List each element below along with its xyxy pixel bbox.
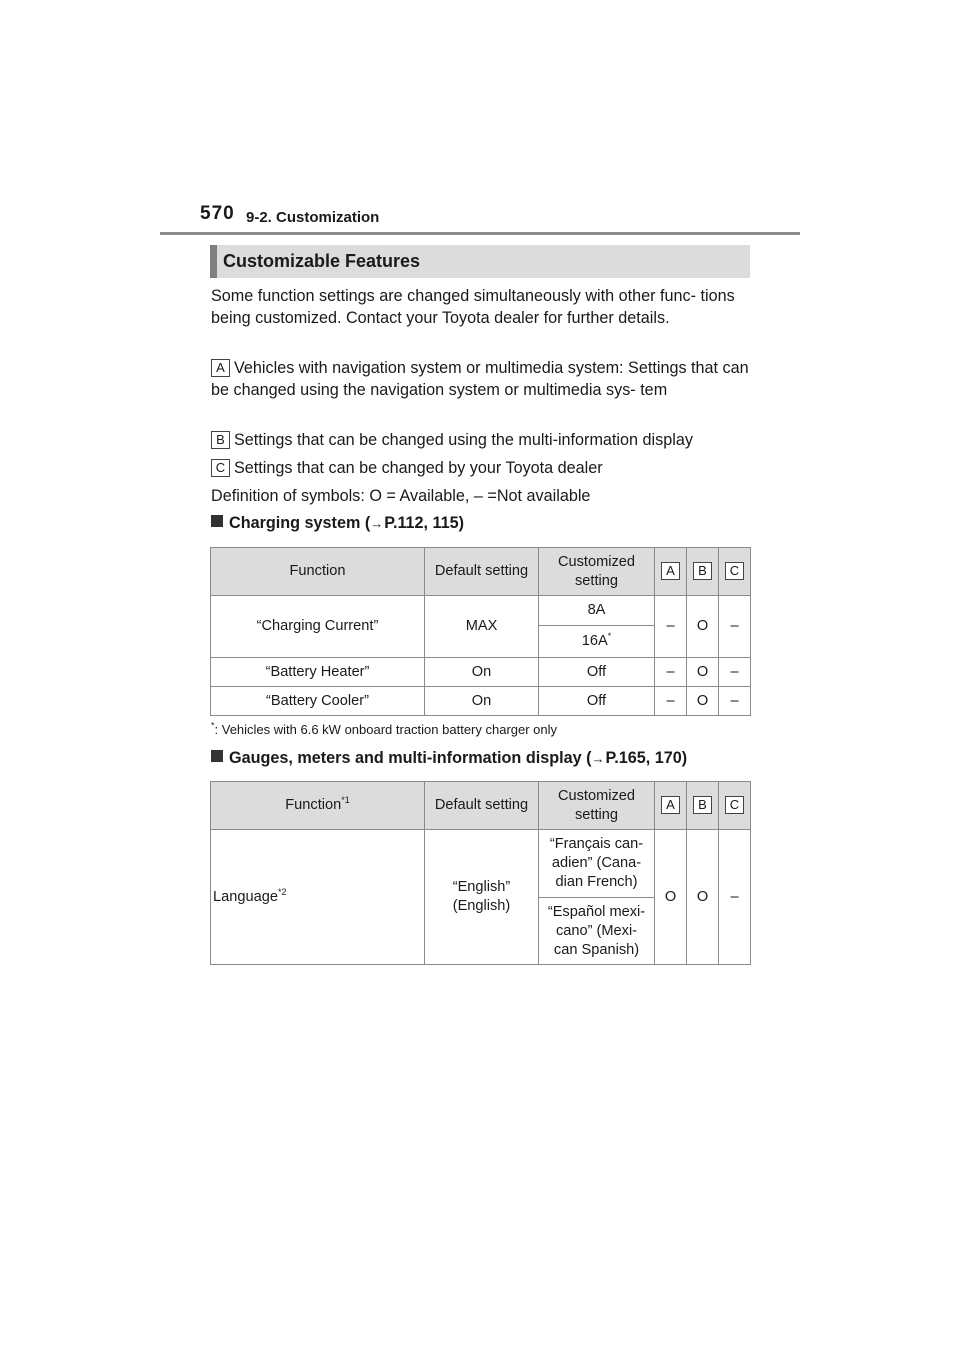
features-banner: Customizable Features (210, 245, 750, 278)
footnote-marker: * (607, 631, 612, 642)
header-default: Default setting (425, 548, 539, 596)
page-number: 570 (200, 203, 235, 224)
cell-function: “Charging Current” (211, 596, 425, 658)
header-function: Function$^{*1}$ (211, 782, 425, 830)
cell-function: “Battery Heater” (211, 658, 425, 687)
square-bullet-icon (211, 750, 223, 762)
cell-b: O (687, 687, 719, 716)
table-row (211, 596, 751, 626)
cell-b: O (687, 658, 719, 687)
table-row (211, 658, 751, 687)
cell-option: “Español mexi- cano” (Mexi- can Spanish) (539, 898, 655, 965)
cell-a: O (655, 830, 687, 965)
header-customized: Customized setting (539, 548, 655, 596)
cell-c: – (719, 658, 751, 687)
gauges-heading-ref: P.165, 170) (605, 749, 688, 767)
legend-text-a: Vehicles with navigation system or multimedia system: Settings that can be changed using the navigation system or multimedia sys- tem (211, 359, 749, 399)
cell-c: – (719, 596, 751, 658)
symbol-definition: Definition of symbols: O = Available, – =Not available (211, 487, 591, 505)
cell-default: On (425, 658, 539, 687)
table-header-row (211, 548, 751, 596)
header-function: Function (211, 548, 425, 596)
badge-a: A (211, 359, 230, 377)
header-default: Default setting (425, 782, 539, 830)
gauges-heading (211, 749, 687, 768)
badge-c: C (211, 459, 230, 477)
cell-option: 8A (539, 596, 655, 626)
charging-heading-text: Charging system ( (229, 514, 371, 532)
arrow-right-icon: → (591, 751, 605, 766)
cell-customized: Off (539, 658, 655, 687)
badge-b: B (211, 431, 230, 449)
cell-function: “Battery Cooler” (211, 687, 425, 716)
gauges-heading-text: Gauges, meters and multi-information display ( (229, 749, 592, 767)
header-c: C (719, 548, 751, 596)
section-title: 9-2. Customization (246, 209, 380, 226)
legend-item-a (211, 357, 756, 401)
header-b: B (687, 782, 719, 830)
table-row (211, 830, 751, 898)
legend-item-b (211, 429, 756, 451)
charging-system-table (210, 547, 751, 716)
cell-option: “Français can- adien” (Cana- dian French) (539, 830, 655, 898)
cell-b: O (687, 596, 719, 658)
legend-text-c: Settings that can be changed by your Toyota dealer (234, 459, 603, 477)
table-header-row (211, 782, 751, 830)
cell-a: – (655, 596, 687, 658)
cell-c: – (719, 687, 751, 716)
cell-a: – (655, 658, 687, 687)
header-a: A (655, 548, 687, 596)
legend-item-c (211, 457, 756, 479)
charging-heading-ref: P.112, 115) (384, 514, 465, 532)
arrow-right-icon: → (370, 516, 384, 531)
header-c: C (719, 782, 751, 830)
table-footnote: *: Vehicles with 6.6 kW onboard traction battery charger only (211, 720, 558, 737)
table-row (211, 687, 751, 716)
legend-text-b: Settings that can be changed using the multi-information display (234, 431, 693, 449)
cell-customized: Off (539, 687, 655, 716)
cell-default: “English” (English) (425, 830, 539, 965)
cell-default: MAX (425, 596, 539, 658)
charging-system-heading (211, 514, 464, 533)
header-b: B (687, 548, 719, 596)
cell-b: O (687, 830, 719, 965)
header-a: A (655, 782, 687, 830)
header-divider (160, 232, 800, 235)
cell-function: Language$^{*2}$ (211, 830, 425, 965)
square-bullet-icon (211, 515, 223, 527)
header-customized: Customized setting (539, 782, 655, 830)
intro-paragraph: Some function settings are changed simultaneously with other func- tions being customized. Contact your Toyota dealer for further details. (211, 287, 735, 327)
gauges-table (210, 781, 751, 965)
cell-c: – (719, 830, 751, 965)
cell-a: – (655, 687, 687, 716)
cell-option: 16A* (539, 626, 655, 658)
cell-default: On (425, 687, 539, 716)
footnote-asterisk: * (211, 720, 215, 731)
